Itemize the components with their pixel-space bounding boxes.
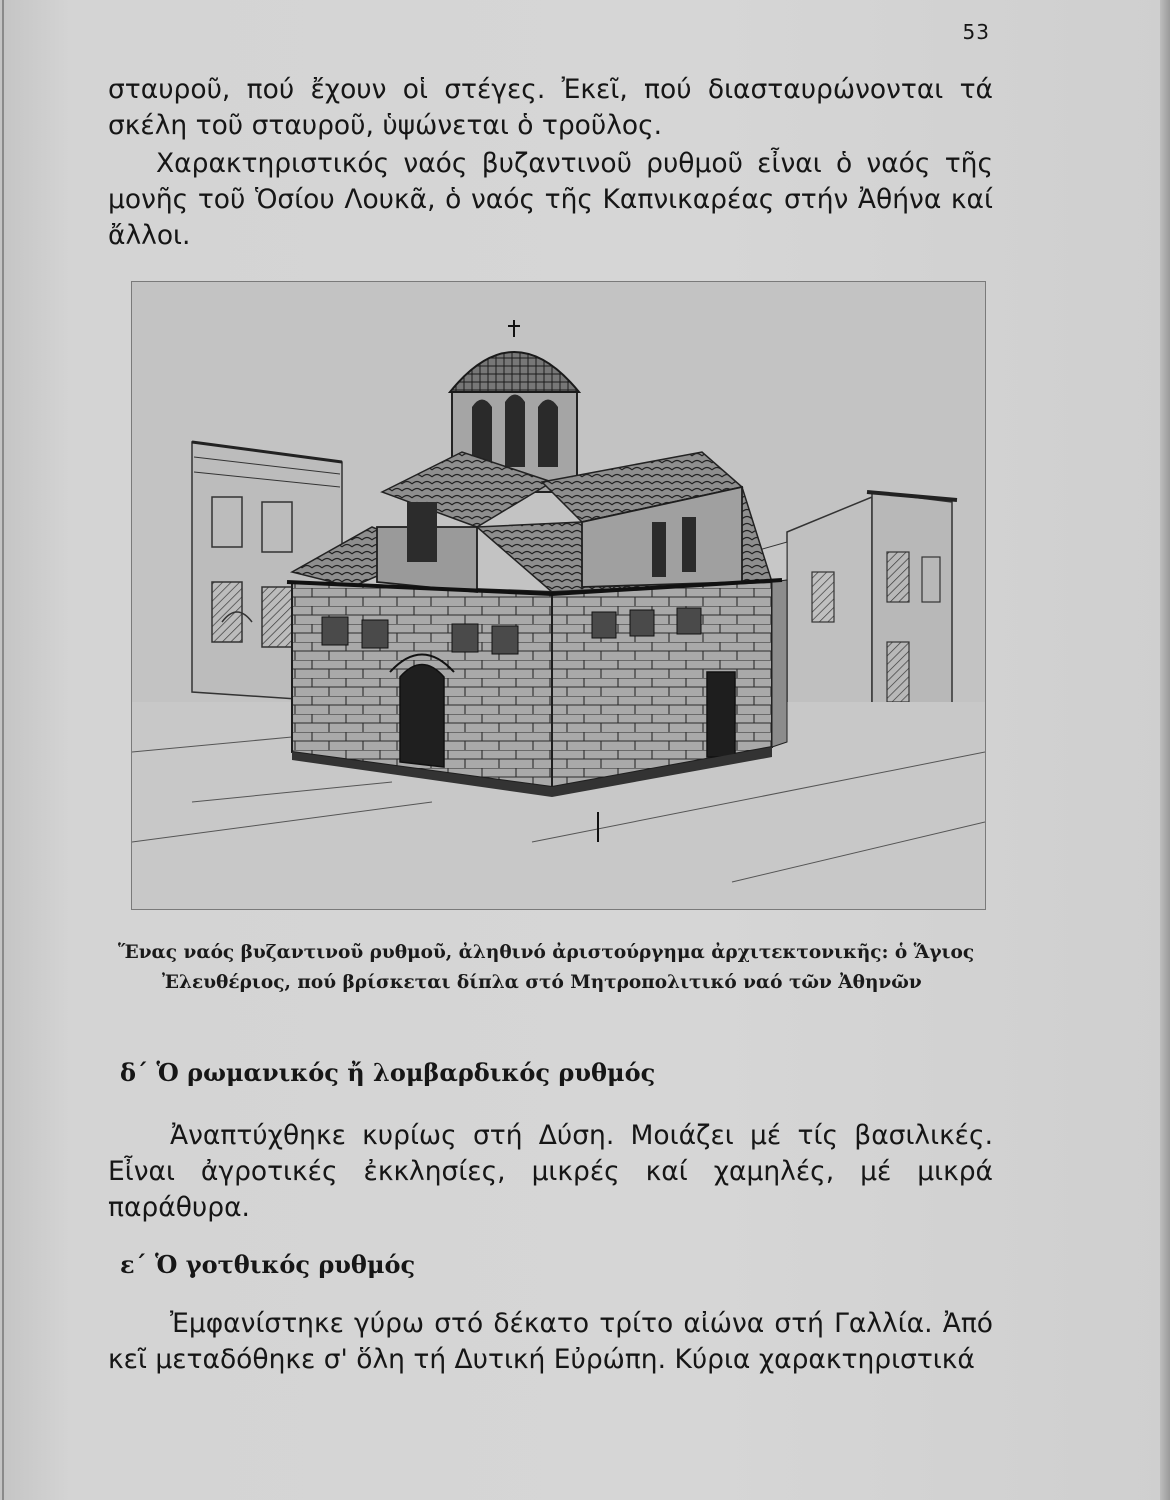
paragraph-byzantine-examples: Χαρακτηριστικός ναός βυζαντινοῦ ρυθμοῦ εἶναι ὁ ναός τῆς μονῆς τοῦ Ὁσίου Λουκᾶ, ὁ ναός τῆς Καπνικαρέας στήν Ἀθήνα καί ἄλλοι. <box>108 148 993 251</box>
page-left-edge <box>2 0 4 1500</box>
page-right-edge <box>1160 0 1170 1500</box>
paragraph-gothic: Ἐμφανίστηκε γύρω στό δέκατο τρίτο αἰώνα στή Γαλλία. Ἀπό κεῖ μεταδόθηκε σ' ὅλη τή Δυτική Εὐρώπη. Κύρια χαρακτηριστικά <box>108 1308 993 1375</box>
heading-romanesque-style: δ΄ Ὁ ρωμανικός ἤ λομβαρδικός ρυθμός <box>120 1058 656 1087</box>
caption-line-1: Ἕνας ναός βυζαντινοῦ ρυθμοῦ, ἀληθινό ἀριστούργημα ἀρχιτεκτονικῆς: ὁ Ἅγιος <box>118 942 975 963</box>
figure-caption <box>118 938 1018 998</box>
caption-line-2: Ἐλευθέριος, πού βρίσκεται δίπλα στό Μητροπολιτικό ναό τῶν Ἀθηνῶν <box>162 972 922 993</box>
paragraph-romanesque: Ἀναπτύχθηκε κυρίως στή Δύση. Μοιάζει μέ τίς βασιλικές. Εἶναι ἀγροτικές ἐκκλησίες, μικρές καί χαμηλές, μέ μικρά παράθυρα. <box>108 1120 993 1223</box>
church-illustration <box>131 281 986 910</box>
paragraph-cross-roofs: σταυροῦ, πού ἔχουν οἱ στέγες. Ἐκεῖ, πού διασταυρώνονται τά σκέλη τοῦ σταυροῦ, ὑψώνεται ὁ τροῦλος. <box>108 74 993 141</box>
page-number: 53 <box>962 20 990 44</box>
heading-gothic-style: ε΄ Ὁ γοτθικός ρυθμός <box>120 1250 416 1279</box>
